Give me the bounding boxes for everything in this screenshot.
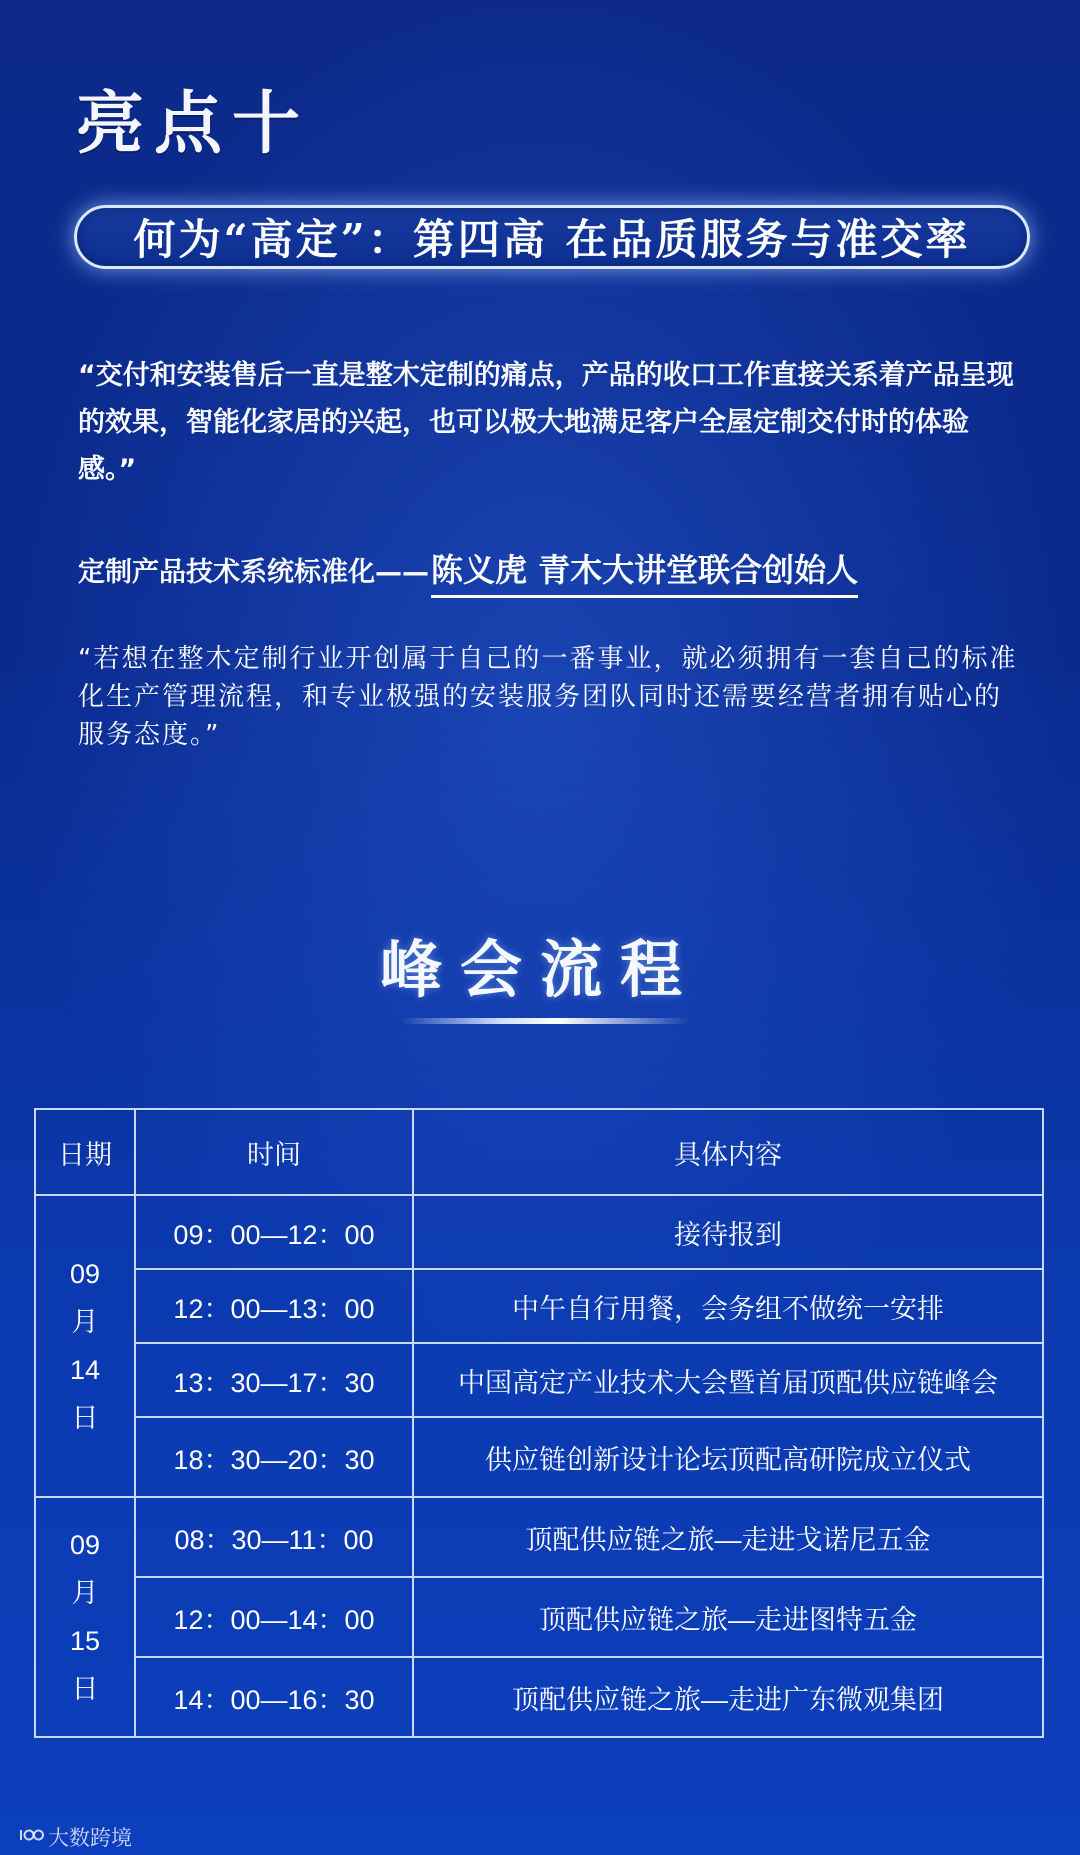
table-header-row	[35, 1109, 1043, 1195]
watermark-text: 大数跨境	[48, 1826, 132, 1850]
date-cell-day2	[35, 1497, 135, 1737]
date-line: 日	[71, 1403, 99, 1433]
content-cell: 顶配供应链之旅—走进戈诺尼五金	[413, 1497, 1043, 1577]
date-line: 日	[71, 1674, 99, 1704]
date-line: 15	[69, 1626, 101, 1656]
table-row	[35, 1195, 1043, 1269]
time-cell: 18：30—20：30	[135, 1417, 413, 1497]
highlight-banner	[74, 205, 1030, 269]
content-cell: 中国高定产业技术大会暨首届顶配供应链峰会	[413, 1343, 1043, 1417]
date-line: 09	[69, 1530, 101, 1560]
banner-text: 何为“高定”：第四高 在品质服务与准交率	[133, 215, 971, 264]
date-line: 14	[69, 1355, 101, 1385]
time-cell: 08：30—11：00	[135, 1497, 413, 1577]
quote-paragraph-2: “若想在整木定制行业开创属于自己的一番事业，就必须拥有一套自己的标准化生产管理流程，和专业极强的安装服务团队同时还需要经营者拥有贴心的服务态度。”	[78, 644, 1018, 750]
date-line: 月	[71, 1578, 99, 1608]
schedule-table	[34, 1108, 1044, 1738]
table-row	[35, 1577, 1043, 1657]
table-row	[35, 1657, 1043, 1737]
table-row	[35, 1497, 1043, 1577]
attribution	[78, 545, 858, 598]
table-row	[35, 1343, 1043, 1417]
header-time: 时间	[135, 1109, 413, 1195]
content-cell: 顶配供应链之旅—走进图特五金	[413, 1577, 1043, 1657]
time-cell: 13：30—17：30	[135, 1343, 413, 1417]
100-logo-icon	[18, 1827, 44, 1847]
watermark	[18, 1822, 132, 1852]
header-date: 日期	[35, 1109, 135, 1195]
date-line: 月	[71, 1307, 99, 1337]
content-cell: 顶配供应链之旅—走进广东微观集团	[413, 1657, 1043, 1737]
section-title: 亮点十	[76, 84, 311, 164]
attribution-person: 陈义虎 青木大讲堂联合创始人	[431, 545, 858, 598]
time-cell: 14：00—16：30	[135, 1657, 413, 1737]
table-row	[35, 1417, 1043, 1497]
quote-paragraph-1: “交付和安装售后一直是整木定制的痛点，产品的收口工作直接关系着产品呈现的效果，智能化家居的兴起，也可以极大地满足客户全屋定制交付时的体验感。”	[78, 360, 1014, 485]
time-cell: 09：00—12：00	[135, 1195, 413, 1269]
flow-title-underline	[400, 1018, 690, 1024]
flow-title: 峰会流程	[379, 933, 700, 1006]
header-content: 具体内容	[413, 1109, 1043, 1195]
100-logo-icon-svg	[18, 1827, 44, 1843]
date-line: 09	[69, 1259, 101, 1289]
content-cell: 接待报到	[413, 1195, 1043, 1269]
time-cell: 12：00—13：00	[135, 1269, 413, 1343]
content-cell: 供应链创新设计论坛顶配高研院成立仪式	[413, 1417, 1043, 1497]
time-cell: 12：00—14：00	[135, 1577, 413, 1657]
table-row	[35, 1269, 1043, 1343]
content-cell: 中午自行用餐，会务组不做统一安排	[413, 1269, 1043, 1343]
attribution-topic: 定制产品技术系统标准化——	[78, 557, 429, 588]
date-cell-day1	[35, 1195, 135, 1497]
